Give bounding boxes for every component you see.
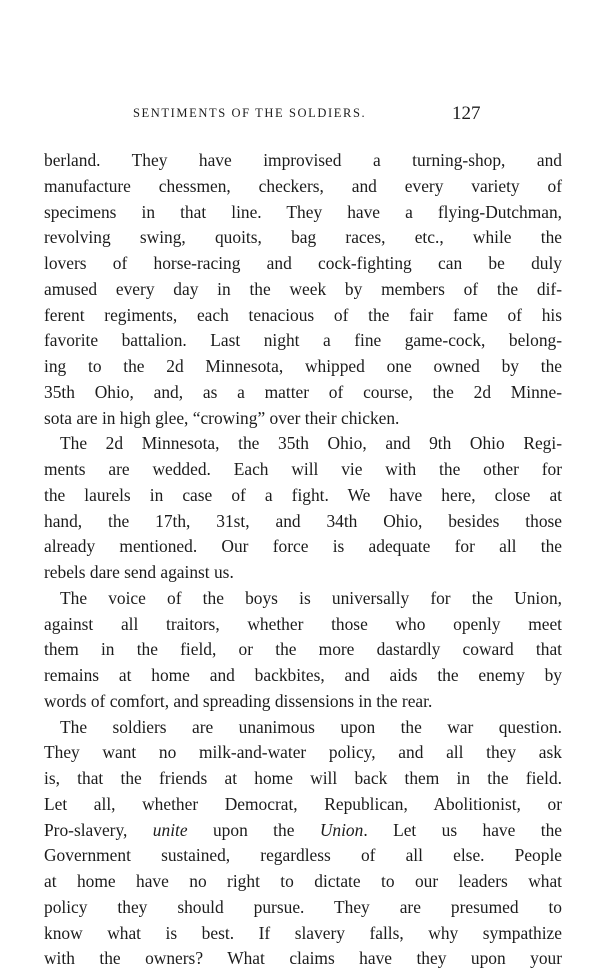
text-line: them in the field, or the more dastardly coward that: [44, 639, 562, 660]
text-line: ments are wedded. Each will vie with the other for: [44, 459, 562, 479]
text-line: lovers of horse-racing and cock-fighting can be duly: [44, 253, 562, 273]
text-line: manufacture chessmen, checkers, and every variety of: [44, 175, 562, 196]
text-line: policy they should pursue. They are presumed to: [44, 896, 562, 917]
running-head: SENTIMENTS OF THE SOLDIERS.: [133, 106, 367, 120]
text-line: Let all, whether Democrat, Republican, Abolitionist, or: [44, 793, 562, 814]
text-line: know what is best. If slavery falls, why sympathize: [44, 922, 562, 943]
text-line: Pro-slavery, unite upon the Union. Let us have the: [44, 819, 562, 840]
text-line: revolving swing, quoits, bag races, etc., while the: [44, 227, 562, 248]
text-line: specimens in that line. They have a flying-Dutchman,: [44, 201, 562, 222]
text-line: They want no milk-and-water policy, and all they ask: [44, 742, 562, 763]
text-line: already mentioned. Our force is adequate for all the: [44, 536, 562, 557]
page-number: 127: [452, 103, 481, 124]
body-text: [44, 148, 562, 972]
text-line: amused every day in the week by members of the dif-: [44, 278, 562, 299]
text-line: The soldiers are unanimous upon the war question.: [60, 716, 562, 737]
text-line: the laurels in case of a fight. We have here, close at: [44, 484, 562, 505]
text-line: ferent regiments, each tenacious of the fair fame of his: [44, 304, 562, 325]
text-line: The voice of the boys is universally for the Union,: [60, 587, 562, 608]
text-line: ing to the 2d Minnesota, whipped one owned by the: [44, 356, 562, 376]
text-line: rebels dare send against us.: [44, 562, 234, 582]
text-line: Government sustained, regardless of all else. People: [44, 845, 562, 866]
text-line: The 2d Minnesota, the 35th Ohio, and 9th Ohio Regi-: [60, 433, 562, 454]
text-line: favorite battalion. Last night a fine game-cock, belong-: [44, 330, 562, 351]
text-line: against all traitors, whether those who openly meet: [44, 613, 562, 634]
text-line: remains at home and backbites, and aids the enemy by: [44, 665, 562, 685]
page-header: [0, 103, 590, 129]
text-line: 35th Ohio, and, as a matter of course, the 2d Minne-: [44, 381, 562, 402]
text-line: is, that the friends at home will back them in the field.: [44, 768, 562, 788]
text-line: at home have no right to dictate to our leaders what: [44, 871, 562, 891]
text-line: words of comfort, and spreading dissensions in the rear.: [44, 690, 433, 711]
text-line: with the owners? What claims have they upon your: [44, 948, 562, 969]
text-line: hand, the 17th, 31st, and 34th Ohio, besides those: [44, 510, 562, 531]
text-line: berland. They have improvised a turning-shop, and: [44, 150, 562, 170]
text-line: sota are in high glee, “crowing” over their chicken.: [44, 407, 400, 428]
